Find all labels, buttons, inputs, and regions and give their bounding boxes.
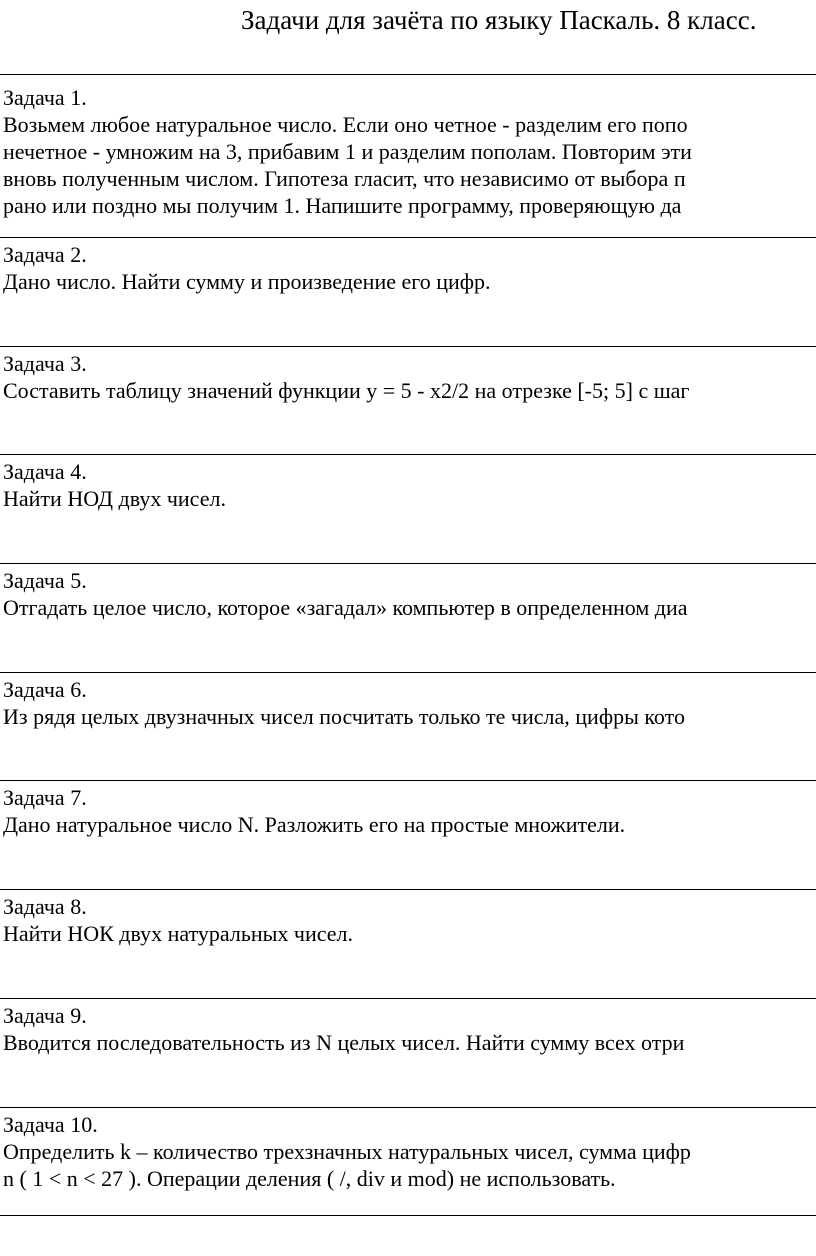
task-2 <box>0 237 816 346</box>
task-title: Задача 6. <box>3 677 87 702</box>
task-title: Задача 5. <box>3 568 87 593</box>
bottom-divider <box>0 1215 816 1216</box>
task-5 <box>0 563 816 672</box>
task-text-line: Дано число. Найти сумму и произведение его цифр. <box>3 269 491 294</box>
task-text-line: Возьмем любое натуральное число. Если оно четное - разделим его попо <box>3 112 688 137</box>
task-8 <box>0 889 816 998</box>
task-text-line: Определить k – количество трехзначных натуральных чисел, сумма цифр <box>3 1139 691 1164</box>
task-title: Задача 3. <box>3 351 87 376</box>
task-text-line: вновь полученным числом. Гипотеза гласит, что независимо от выбора п <box>3 166 686 191</box>
task-text-line: Найти НОД двух чисел. <box>3 486 226 511</box>
task-title: Задача 8. <box>3 894 87 919</box>
task-9 <box>0 998 816 1107</box>
task-text-line: нечетное - умножим на 3, прибавим 1 и разделим пополам. Повторим эти <box>3 139 692 164</box>
task-3 <box>0 346 816 454</box>
task-title: Задача 7. <box>3 785 87 810</box>
task-text-line: Найти НОК двух натуральных чисел. <box>3 921 354 946</box>
task-title: Задача 4. <box>3 459 87 484</box>
task-title: Задача 1. <box>3 85 87 110</box>
task-text-line: Составить таблицу значений функции y = 5 - x2/2 на отрезке [-5; 5] с шаг <box>3 378 690 403</box>
task-7 <box>0 780 816 889</box>
page-title: Задачи для зачёта по языку Паскаль. 8 класс. <box>241 5 757 35</box>
task-title: Задача 2. <box>3 242 87 267</box>
task-4 <box>0 454 816 563</box>
task-text-line: n ( 1 < n < 27 ). Операции деления ( /, div и mod) не использовать. <box>3 1166 616 1191</box>
task-10 <box>0 1107 816 1215</box>
task-text-line: Отгадать целое число, которое «загадал» компьютер в определенном диа <box>3 595 688 620</box>
task-text-line: Из рядя целых двузначных чисел посчитать только те числа, цифры кото <box>3 704 685 729</box>
task-title: Задача 9. <box>3 1003 87 1028</box>
task-1 <box>0 74 816 237</box>
task-6 <box>0 672 816 780</box>
task-text-line: Вводится последовательность из N целых чисел. Найти сумму всех отри <box>3 1030 685 1055</box>
task-title: Задача 10. <box>3 1112 98 1137</box>
task-text-line: Дано натуральное число N. Разложить его на простые множители. <box>3 812 626 837</box>
task-list <box>0 74 816 1215</box>
task-text-line: рано или поздно мы получим 1. Напишите программу, проверяющую да <box>3 193 682 218</box>
